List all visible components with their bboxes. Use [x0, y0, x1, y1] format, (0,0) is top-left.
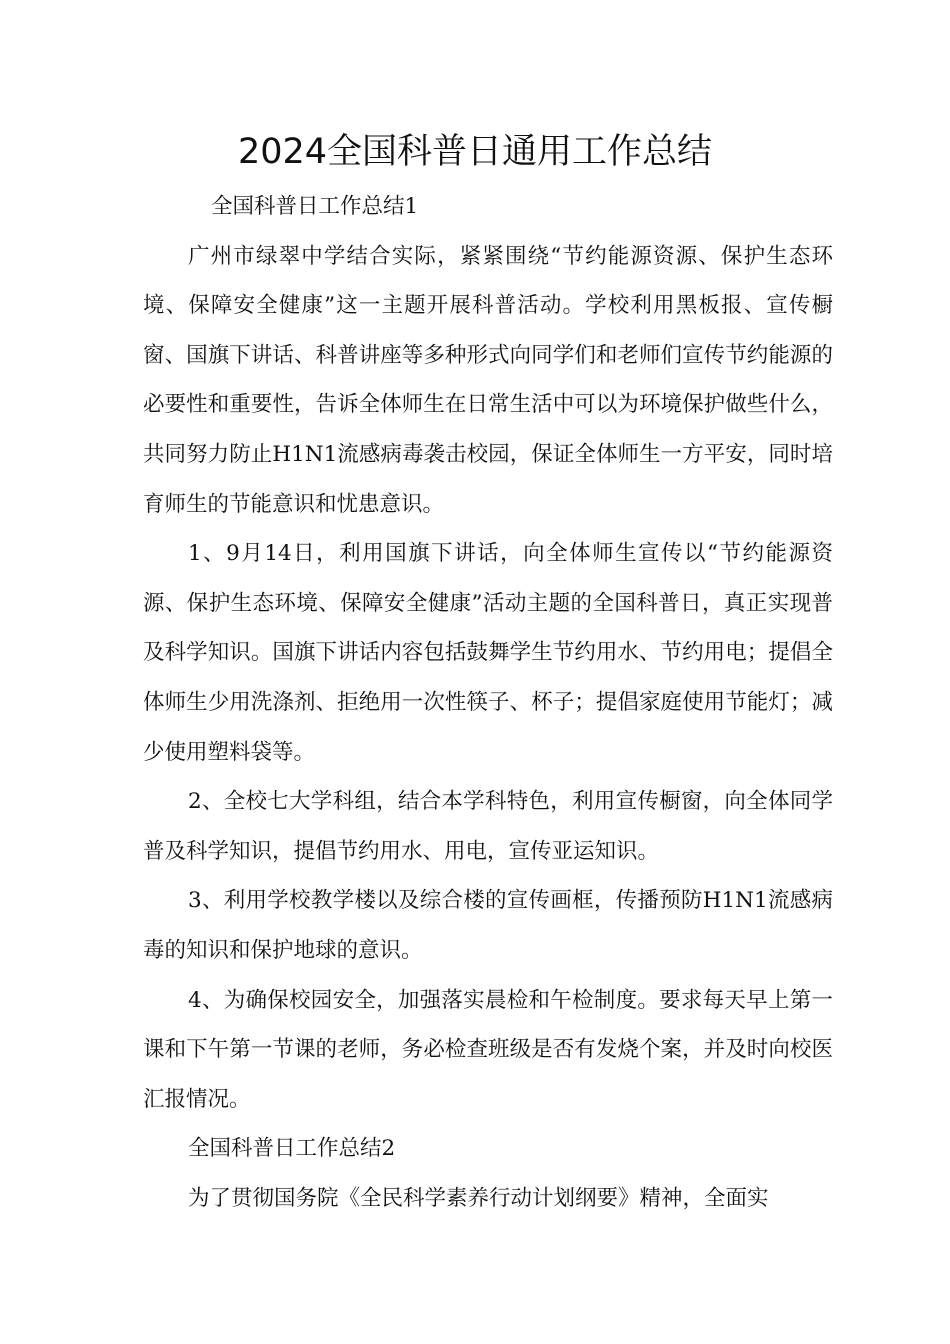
- paragraph-section-2-intro: 为了贯彻国务院《全民科学素养行动计划纲要》精神，全面实: [188, 1185, 769, 1211]
- paragraph-intro: 广州市绿翠中学结合实际，紧紧围绕“节约能源资源、保护生态环境、保障安全健康”这一主题开展科普活动。学校利用黑板报、宣传橱窗、国旗下讲话、科普讲座等多种形式向同学们和老师们宣传节约能源的必要性和重要性，告诉全体师生在日常生活中可以为环境保护做些什么，共同努力防止H1N1流感病毒袭击校园，保证全体师生一方平安，同时培育师生的节能意识和忧患意识。: [143, 243, 833, 517]
- paragraph-item-3: 3、利用学校教学楼以及综合楼的宣传画框，传播预防H1N1流感病毒的知识和保护地球的意识。: [143, 888, 833, 963]
- paragraph-item-4: 4、为确保校园安全，加强落实晨检和午检制度。要求每天早上第一课和下午第一节课的老师，务必检查班级是否有发烧个案，并及时向校医汇报情况。: [143, 987, 833, 1112]
- document-body: [143, 182, 833, 1223]
- section-heading-1: 全国科普日工作总结1: [211, 194, 419, 219]
- paragraph-item-2: 2、全校七大学科组，结合本学科特色，利用宣传橱窗，向全体同学普及科学知识，提倡节约用水、用电，宣传亚运知识。: [143, 789, 833, 864]
- section-heading-2: 全国科普日工作总结2: [188, 1136, 396, 1162]
- document-title: 2024全国科普日通用工作总结: [237, 132, 713, 172]
- paragraph-item-1: 1、9月14日，利用国旗下讲话，向全体师生宣传以“节约能源资源、保护生态环境、保障安全健康”活动主题的全国科普日，真正实现普及科学知识。国旗下讲话内容包括鼓舞学生节约用水、节约用电；提倡全体师生少用洗涤剂、拒绝用一次性筷子、杯子；提倡家庭使用节能灯；减少使用塑料袋等。: [143, 541, 833, 765]
